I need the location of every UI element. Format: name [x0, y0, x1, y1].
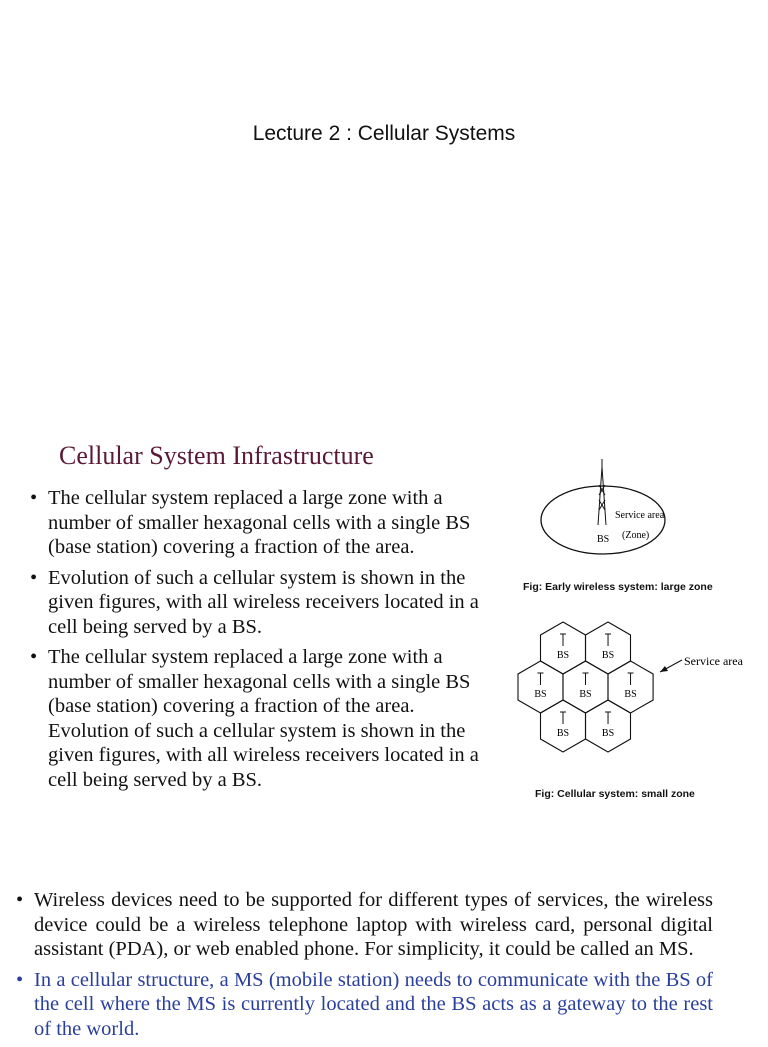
zone-label: (Zone) — [622, 530, 650, 541]
large-zone-figure — [535, 455, 675, 560]
pointer-arrowhead — [660, 666, 668, 672]
figure-caption-small-zone: Fig: Cellular system: small zone — [535, 788, 695, 800]
cell-bs-label: BS — [556, 650, 570, 661]
small-zone-figure — [510, 618, 745, 773]
hex-cell — [518, 661, 563, 713]
list-item: • The cellular system replaced a large zone with a number of smaller hexagonal cells with a single BS (base station) covering a fraction of the area. — [30, 486, 485, 560]
cell-bs-label: BS — [579, 689, 592, 700]
antenna-icon — [605, 712, 611, 724]
antenna-icon — [560, 712, 566, 724]
cell-bs-label: BS — [601, 728, 615, 739]
antenna-tower-icon — [598, 459, 606, 525]
section-heading: Cellular System Infrastructure — [59, 441, 374, 470]
bs-label: BS — [597, 534, 610, 545]
hex-cell — [563, 661, 608, 713]
list-item: • Evolution of such a cellular system is shown in the given figures, with all wireless receivers located in a cell being served by a BS. — [30, 566, 485, 640]
bullet-list-top — [30, 486, 485, 798]
hex-cell — [586, 700, 631, 752]
service-area-label: Service area — [615, 510, 665, 521]
figure-caption-large-zone: Fig: Early wireless system: large zone — [523, 581, 713, 593]
cell-bs-label: BS — [534, 689, 547, 700]
antenna-icon — [560, 634, 566, 646]
antenna-icon — [583, 673, 589, 685]
cell-bs-label: BS — [601, 650, 615, 661]
list-item: • Wireless devices need to be supported for different types of services, the wireless device could be a wireless telephone laptop with wireless card, personal digital assistant (PDA), or web enabled phone. For simplicity, it could be called an MS. — [16, 888, 713, 962]
cell-bs-label: BS — [556, 728, 570, 739]
hex-cell — [586, 622, 631, 674]
slide-title: Lecture 2 : Cellular Systems — [252, 122, 516, 145]
cell-bs-label: BS — [624, 689, 637, 700]
antenna-icon — [537, 673, 543, 685]
bullet-list-bottom — [16, 888, 713, 1047]
hex-cell — [541, 700, 586, 752]
list-item: • In a cellular structure, a MS (mobile station) needs to communicate with the BS of the cell where the MS is currently located and the BS acts as a gateway to the rest of the world. — [16, 968, 713, 1042]
service-area-label: Service area — [684, 654, 743, 668]
hex-cell — [608, 661, 653, 713]
antenna-icon — [605, 634, 611, 646]
list-item: • The cellular system replaced a large zone with a number of smaller hexagonal cells with a single BS (base station) covering a fraction of the area. Evolution of such a cellular system is shown in the given figures, with all wireless receivers located in a cell being served by a BS. — [30, 645, 485, 792]
hex-cell — [541, 622, 586, 674]
antenna-icon — [628, 673, 634, 685]
